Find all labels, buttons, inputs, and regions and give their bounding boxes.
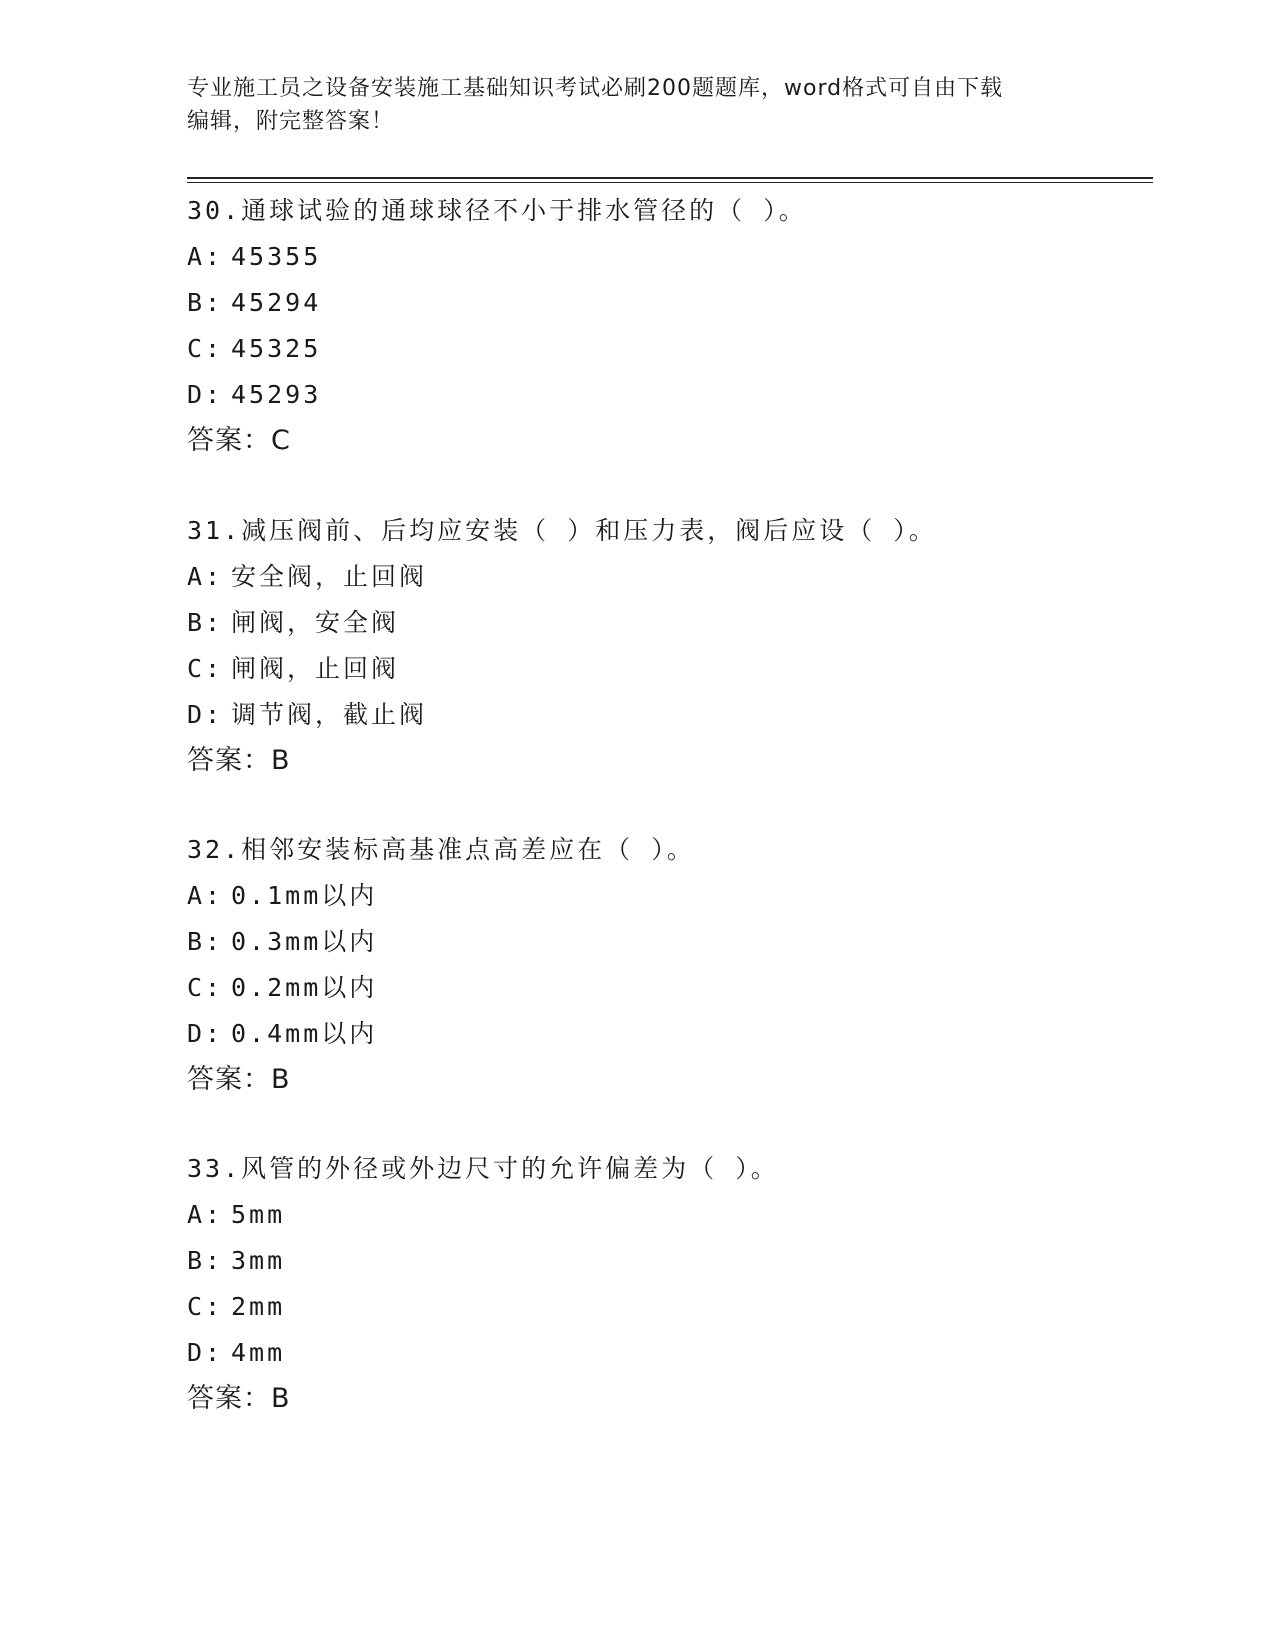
option-letter: B: [187, 288, 224, 317]
option-d [187, 692, 1147, 738]
option-letter: D: [187, 380, 224, 409]
question-title: 30.通球试验的通球球径不小于排水管径的（ ）。 [187, 196, 807, 225]
option-letter: C: [187, 1292, 224, 1321]
option-b [187, 1238, 1147, 1284]
option-b [187, 600, 1147, 646]
option-text: 5mm [231, 1200, 286, 1229]
option-b [187, 919, 1147, 965]
option-letter: C: [187, 334, 224, 363]
option-d [187, 1330, 1147, 1376]
option-letter: B: [187, 927, 224, 956]
option-text: 0.1mm以内 [231, 881, 378, 910]
option-a [187, 1192, 1147, 1238]
answer-line: 答案：B [187, 1383, 291, 1414]
option-a [187, 554, 1147, 600]
option-text: 安全阀，止回阀 [231, 562, 428, 591]
question-title: 33.风管的外径或外边尺寸的允许偏差为（ ）。 [187, 1154, 779, 1183]
header-divider-thick [187, 177, 1153, 179]
option-text: 45294 [231, 288, 322, 317]
header-line-1: 专业施工员之设备安装施工基础知识考试必刷200题题库，word格式可自由下载 [187, 76, 1004, 101]
option-letter: D: [187, 1338, 224, 1367]
header-line-2: 编辑，附完整答案！ [187, 109, 395, 134]
option-text: 闸阀，止回阀 [231, 654, 400, 683]
header-divider-thin [187, 182, 1153, 183]
option-text: 0.2mm以内 [231, 973, 378, 1002]
answer-line: 答案：C [187, 425, 291, 456]
option-text: 45293 [231, 380, 322, 409]
option-text: 4mm [231, 1338, 286, 1367]
option-d [187, 1011, 1147, 1057]
option-letter: A: [187, 242, 224, 271]
option-letter: C: [187, 973, 224, 1002]
option-text: 45355 [231, 242, 322, 271]
question-title: 31.减压阀前、后均应安装（ ）和压力表，阀后应设（ ）。 [187, 516, 937, 545]
option-text: 2mm [231, 1292, 286, 1321]
option-letter: A: [187, 1200, 224, 1229]
option-d [187, 372, 1147, 418]
option-text: 3mm [231, 1246, 286, 1275]
question-block [187, 188, 1147, 464]
option-c [187, 965, 1147, 1011]
option-letter: D: [187, 1019, 224, 1048]
document-header [187, 72, 1067, 138]
option-text: 闸阀，安全阀 [231, 608, 400, 637]
option-b [187, 280, 1147, 326]
option-c [187, 326, 1147, 372]
option-letter: A: [187, 881, 224, 910]
option-letter: B: [187, 1246, 224, 1275]
answer-line: 答案：B [187, 745, 291, 776]
option-letter: C: [187, 654, 224, 683]
option-text: 0.3mm以内 [231, 927, 378, 956]
question-title: 32.相邻安装标高基准点高差应在（ ）。 [187, 835, 695, 864]
option-c [187, 1284, 1147, 1330]
option-letter: A: [187, 562, 224, 591]
option-text: 45325 [231, 334, 322, 363]
option-text: 0.4mm以内 [231, 1019, 378, 1048]
question-block [187, 1146, 1147, 1422]
option-a [187, 873, 1147, 919]
option-letter: D: [187, 700, 224, 729]
question-block [187, 827, 1147, 1103]
question-block [187, 508, 1147, 784]
option-text: 调节阀，截止阀 [231, 700, 428, 729]
option-c [187, 646, 1147, 692]
option-letter: B: [187, 608, 224, 637]
answer-line: 答案：B [187, 1064, 291, 1095]
option-a [187, 234, 1147, 280]
